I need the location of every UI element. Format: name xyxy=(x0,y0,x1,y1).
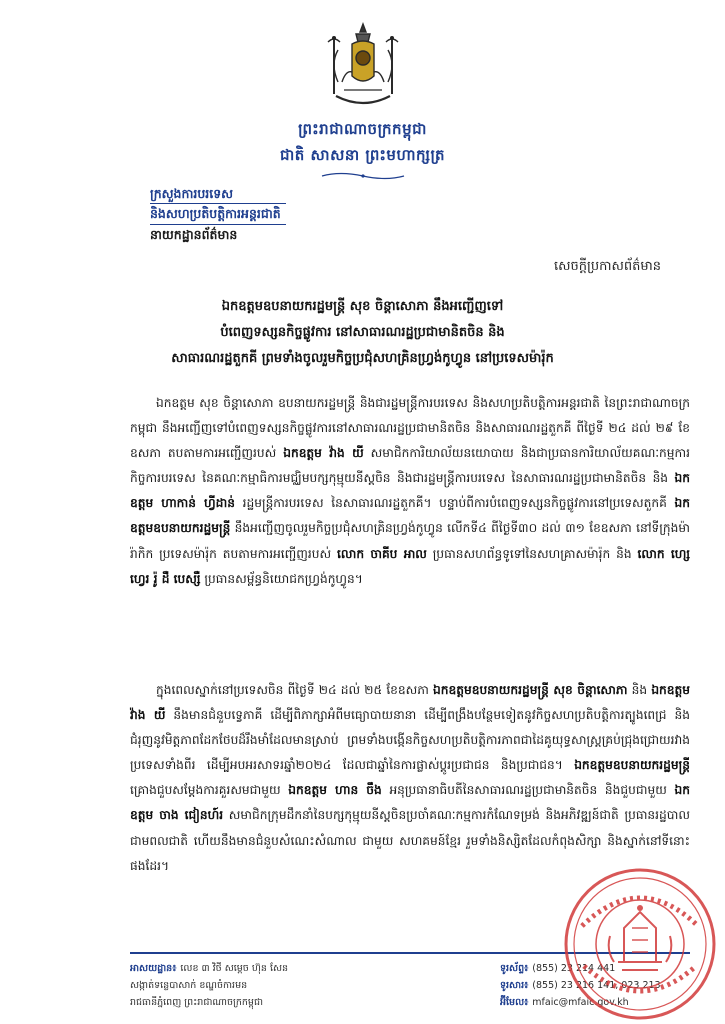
headline-line: សាធារណរដ្ឋតួកគី ព្រមទាំងចូលរួមកិច្ចប្រជុំសហគ្រិនហ្វ្រង់កូហ្វូន នៅប្រទេសម៉ារ៉ុក xyxy=(171,351,554,366)
person-name: ឯកឧត្តម ហាន ចឹង xyxy=(288,783,382,798)
address-label: អាសយដ្ឋាន៖ xyxy=(130,963,177,974)
person-name: លោក ចាគីប អាល xyxy=(337,546,427,561)
phone-value: (855) 23 214 441 xyxy=(532,963,616,974)
text-run: ប្រធានសម្ព័ន្ធនិយោជកហ្វ្រង់កូហ្វូន។ xyxy=(200,571,363,586)
text-run: នឹងអញ្ជើញចូលរួមកិច្ចប្រជុំសហគ្រិនហ្វ្រង់កូហ្វូន លើកទី៤ ពីថ្ងៃទី៣០ ដល់ ៣១ ខែឧសភា នៅទីក្រុងម៉ារ៉ាកិក ប្រទេសម៉ារ៉ុក តបតាមការអញ្ជើញរបស់ xyxy=(130,521,690,561)
person-name: ឯកឧត្តម ចាង ជៀនហ៍រ xyxy=(130,783,690,823)
text-run: ក្នុងពេលស្នាក់នៅប្រទេសចិន ពីថ្ងៃទី ២៤ ដល់ ២៥ ខែឧសភា xyxy=(156,683,434,697)
email-value: mfaic@mfaic.gov.kh xyxy=(532,997,629,1008)
fax-value: (855) 23 216 141, 023 213 xyxy=(532,980,661,991)
text-run: នឹងមានជំនួបទ្វេភាគី ដើម្បីពិភាក្សាអំពីមធ្យោបាយនានា ដើម្បីពង្រឹងបន្ថែមទៀតនូវកិច្ចសហប្រតិបត្តិការត្បូងពេជ្រ និងជំរុញនូវមិត្តភាពដែកថែបដ៏រឹងមាំដែលមានស្រាប់ ព្រមទាំងបង្កើនកិច្ចសហប្រតិបត្តិការភាពជាដៃគូយុទ្ធសាស្ត្រគ្រប់ជ្រុងជ្រោយរវាងប្រទេសទាំងពីរ ដើម្បីអបអរសាទរឆ្នាំ២០២៤ ដែលជាឆ្នាំនៃការផ្លាស់ប្តូរប្រជាជន និងប្រជាជន។ xyxy=(130,708,690,773)
fax-label: ទូរសារ៖ xyxy=(500,980,529,991)
person-name: ឯកឧត្តម វ៉ាង យី xyxy=(283,446,364,461)
email-label: អ៊ីមែល៖ xyxy=(500,997,529,1008)
address-line: សង្កាត់ទន្លេបាសាក់ ខណ្ឌចំការមន xyxy=(130,980,248,991)
ministry-underline xyxy=(150,203,286,204)
text-run: រដ្ឋមន្ត្រីការបរទេស នៃសាធារណរដ្ឋតួកគី។ បន្ទាប់ពីការបំពេញទស្សនកិច្ចផ្លូវការនៅប្រទេសតួកគី xyxy=(234,496,675,511)
text-run: អនុប្រធានាធិបតីនៃសាធារណរដ្ឋប្រជាមានិតចិន និងជួបជាមួយ xyxy=(381,783,675,798)
person-name: ឯកឧត្តមឧបនាយករដ្ឋមន្ត្រី xyxy=(130,496,690,536)
text-run: សមាជិកក្រុមដឹកនាំនៃបក្សកុម្មុយនីស្តចិនប្រចាំគណៈកម្មការកំណែទម្រង់ និងអភិវឌ្ឍន៍ជាតិ ប្រធានរដ្ឋបាលជាមពលជាតិ ហើយនឹងមានជំនួបសំណេះសំណាល ជាមួយ សហគមន៍ខ្មែរ រួមទាំងនិស្សិតដែលកំពុងសិក្សា និងស្នាក់នៅទីនោះផងដែរ។ xyxy=(130,808,690,873)
ornament-divider-icon xyxy=(320,171,406,181)
official-seal-icon xyxy=(562,866,718,1022)
ministry-name: ក្រសួងការបរទេស xyxy=(150,186,234,201)
person-name: ឯកឧត្តមឧបនាយករដ្ឋមន្ត្រី xyxy=(574,758,690,773)
text-run: គ្រោងជួបសម្តែងការគួរសមជាមួយ xyxy=(130,783,289,798)
document-type: សេចក្តីប្រកាសព័ត៌មាន xyxy=(553,259,661,274)
footer-address xyxy=(130,960,450,1011)
text-run: ប្រធានសហព័ន្ធទូទៅនៃសហគ្រាសម៉ារ៉ុក និង xyxy=(426,546,638,561)
person-name: លោក ហ្សេហ្វេរ រ៉ូ ដឺ បេស្សឺ xyxy=(130,546,690,586)
address-line: លេខ ៣ វិថី សម្តេច ហ៊ុន សែន xyxy=(180,963,289,974)
body-paragraph-1 xyxy=(130,391,690,651)
text-run: សមាជិកការិយាល័យនយោបាយ និងជាប្រធានការិយាល័យគណៈកម្មការកិច្ចការបរទេស នៃគណៈកម្មាធិការមជ្ឈិមបក្សកុម្មុយនីស្តចិន និងជារដ្ឋមន្ត្រីការបរទេស នៃសាធារណរដ្ឋប្រជាមានិតចិន និង xyxy=(130,446,690,486)
department-name: នាយកដ្ឋានព័ត៌មាន xyxy=(150,227,238,242)
headline-line: បំពេញទស្សនកិច្ចផ្លូវការ នៅសាធារណរដ្ឋប្រជាមានិតចិន និង xyxy=(220,325,505,340)
ministry-underline xyxy=(150,224,286,225)
kingdom-title: ព្រះរាជាណាចក្រកម្ពុជា xyxy=(298,120,427,138)
person-name: ឯកឧត្តម វ៉ាង យី xyxy=(130,683,690,723)
royal-coat-of-arms-icon xyxy=(316,20,410,112)
address-line: រាជធានីភ្នំពេញ ព្រះរាជាណាចក្រកម្ពុជា xyxy=(130,997,263,1008)
ministry-name-continued: និងសហប្រតិបត្តិការអន្តរជាតិ xyxy=(150,206,281,221)
kingdom-motto: ជាតិ សាសនា ព្រះមហាក្សត្រ xyxy=(280,146,445,164)
person-name: ឯកឧត្តមឧបនាយករដ្ឋមន្ត្រី សុខ ចិន្តាសោភា xyxy=(433,683,628,697)
text-run: និង xyxy=(627,683,652,697)
text-run: ឯកឧត្តម សុខ ចិន្តាសោភា ឧបនាយករដ្ឋមន្ត្រី និងជារដ្ឋមន្ត្រីការបរទេស និងសហប្រតិបត្តិការអន្តរជាតិ នៃព្រះរាជាណាចក្រកម្ពុជា នឹងអញ្ជើញទៅបំពេញទស្សនកិច្ចផ្លូវការនៅសាធារណរដ្ឋប្រជាមានិតចិន និងសាធារណរដ្ឋតួកគី ពីថ្ងៃទី ២៤ ដល់ ២៩ ខែឧសភា តបតាមការអញ្ជើញរបស់ xyxy=(130,396,690,461)
person-name: ឯកឧត្តម ហាកាន់ ហ្វីដាន់ xyxy=(130,471,690,511)
headline-line: ឯកឧត្តមឧបនាយករដ្ឋមន្រ្តី សុខ ចិន្តាសោភា នឹងអញ្ជើញទៅ xyxy=(221,299,504,314)
phone-label: ទូរស័ព្ទ៖ xyxy=(500,963,529,974)
